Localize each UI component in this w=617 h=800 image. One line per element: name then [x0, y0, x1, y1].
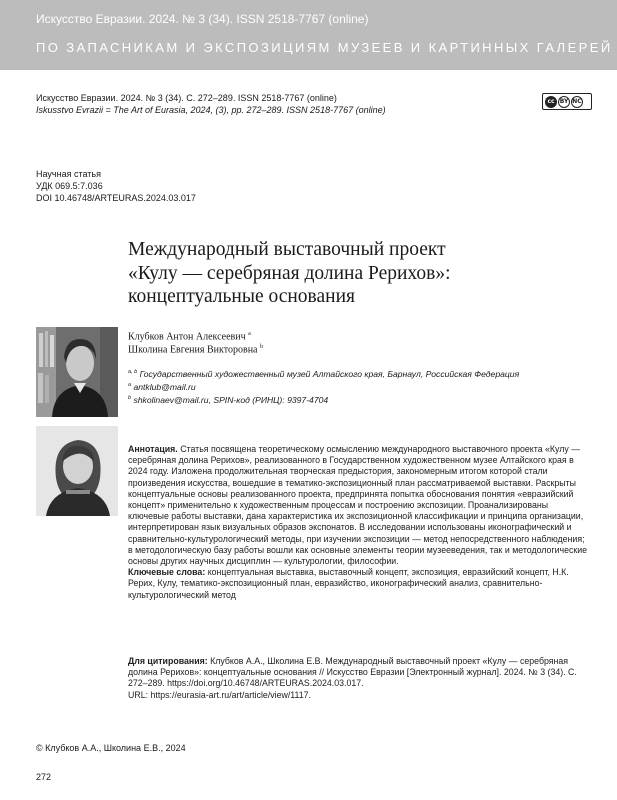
copyright-line: © Клубков А.А., Школина Е.В., 2024: [36, 743, 186, 753]
portrait-image-woman: [36, 426, 118, 516]
cc-icon: cc: [545, 96, 557, 108]
keywords-label: Ключевые слова:: [128, 567, 206, 578]
citation-block: [128, 656, 588, 701]
title-line: Международный выставочный проект: [128, 239, 446, 260]
author-photo-shkolina: [36, 426, 118, 516]
citation-label: Для цитирования:: [128, 656, 208, 666]
citation-paragraph: [128, 656, 588, 690]
affiliation-line: $^{a, b}$ Государственный художественный музей Алтайского края, Барнаул, Российская Федерация: [128, 368, 520, 379]
email-b[interactable]: $^b$ shkolinaev@mail.ru, SPIN-код (РИНЦ): 9397-4704: [128, 394, 329, 405]
author-name: Клубков Антон Алексеевич $^a$: [128, 331, 251, 343]
keywords-text: концептуальная выставка, выставочный концепт, экспозиция, евразийский концепт, Н.К. Рерих, Кулу, тематико-экспозиционный план, евразийство, иконографический анализ, сравнительно-культурологический метод: [128, 567, 569, 600]
author-photo-klubkov: [36, 327, 118, 417]
email-a[interactable]: $^a$ antklub@mail.ru: [128, 381, 196, 392]
page-number: 272: [36, 772, 52, 782]
author-name: Школина Евгения Викторовна $^b$: [128, 344, 263, 356]
header-section-title: ПО ЗАПАСНИКАМ И ЭКСПОЗИЦИЯМ МУЗЕЕВ И КАРТИННЫХ ГАЛЕРЕЙ: [36, 40, 613, 55]
journal-header-band: [0, 0, 617, 70]
abstract-text: Статья посвящена теоретическому осмыслению международного выставочного проекта «Кулу — серебряная долина Рерихов», реализованного в Государственном художественном музее Алтайского края в 2024 году. Изложена продолжительная творческая предыстория, закономерным итогом которой стали произведения искусства, вошедшие в тематико-экспозиционный план рассматриваемой выставки. Раскрыты концептуальные основы реализованного проекта, предпринята попытка обоснования понятия «евразийский концепт» применительно к художественным процессам и построению экспозиции. Проанализированы ключевые работы выставки, дана характеристика их экспозиционной классификации и принципа организации, интерпретирован язык визуальных образов экспонатов. В исследовании использованы иконографический и сравнительно-культурологический методы, при изучении экспозиции — метод непосредственного наблюдения; в методологическую базу работы вошли как основные элементы теории музееведения, так и методологические основы других научных дисциплин — культурологии, философии.: [128, 444, 588, 567]
abstract-paragraph: [128, 444, 588, 567]
biblio-ru-line: Искусство Евразии. 2024. № 3 (34). С. 272–289. ISSN 2518-7767 (online): [36, 93, 337, 103]
citation-text: Клубков А.А., Школина Е.В. Международный выставочный проект «Кулу — серебряная долина Рерихов»: концептуальные основания // Искусство Евразии [Электронный журнал]. 2024. № 3 (34). С. 272–289. https://doi.org/10.46748/ARTEURAS.2024.03.017.: [128, 656, 577, 689]
header-journal-line: Искусство Евразии. 2024. № 3 (34). ISSN 2518-7767 (online): [36, 12, 369, 26]
by-icon: BY: [558, 96, 570, 108]
creative-commons-by-nc-icon[interactable]: [542, 93, 592, 110]
article-udc: УДК 069.5:7.036: [36, 181, 103, 191]
biblio-en-line: Iskusstvo Evrazii = The Art of Eurasia, 2024, (3), pp. 272–289. ISSN 2518-7767 (online): [36, 105, 386, 115]
citation-url[interactable]: URL: https://eurasia-art.ru/art/article/view/1117.: [128, 689, 312, 700]
portrait-image-man: [36, 327, 118, 417]
article-title: [128, 238, 568, 309]
title-line: концептуальные основания: [128, 286, 355, 307]
article-type: Научная статья: [36, 169, 101, 179]
article-doi: DOI 10.46748/ARTEURAS.2024.03.017: [36, 193, 196, 203]
title-line: «Кулу — серебряная долина Рерихов»:: [128, 262, 451, 284]
nc-icon: NC: [571, 96, 583, 108]
abstract-block: [128, 444, 588, 601]
keywords-paragraph: [128, 567, 588, 601]
abstract-label: Аннотация.: [128, 444, 178, 454]
